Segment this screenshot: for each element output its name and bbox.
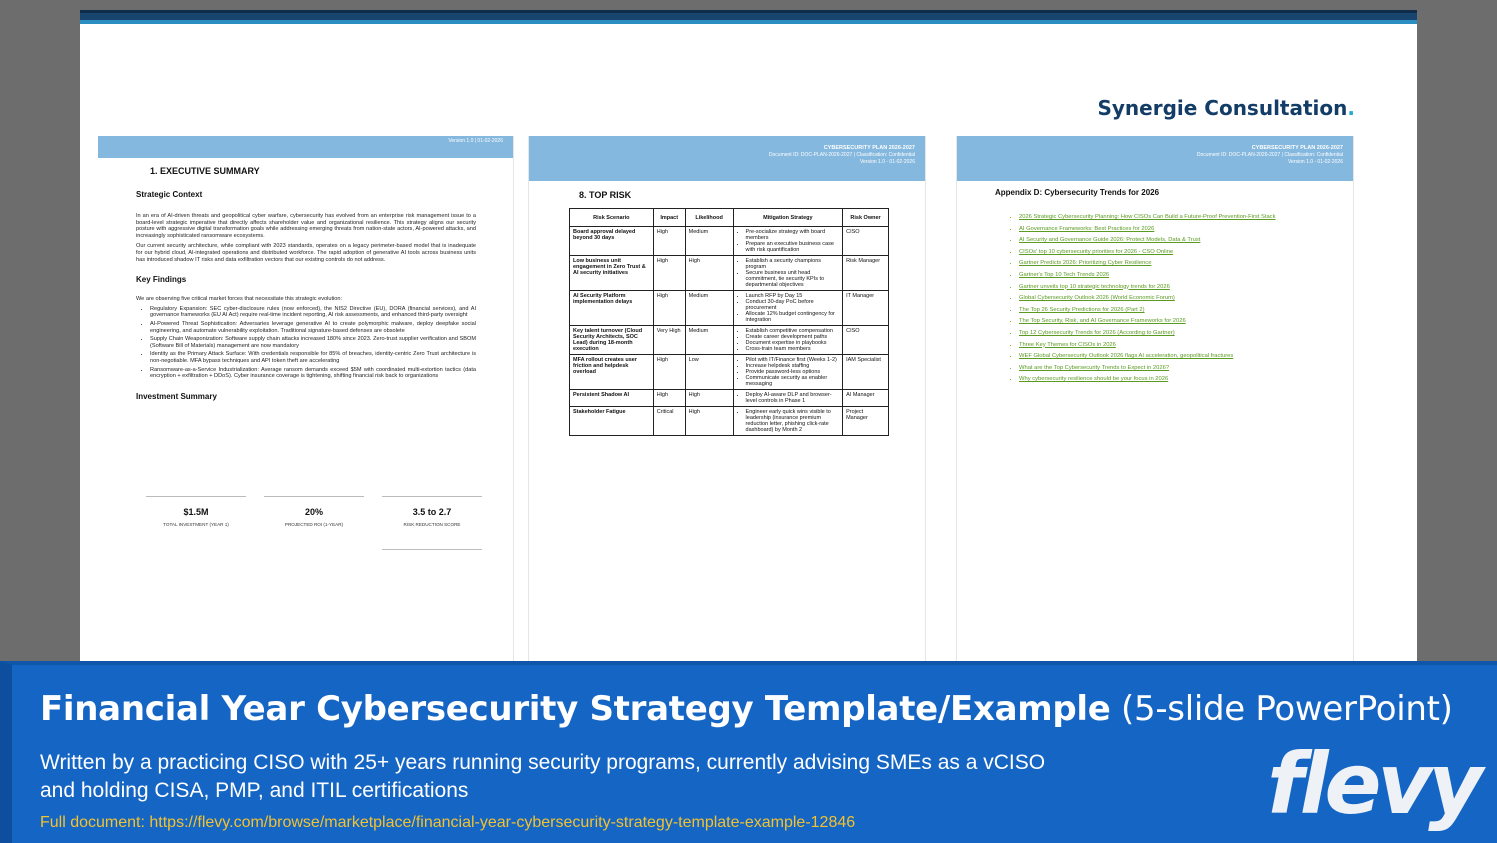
mitigation-item: • Deploy AI-aware DLP and browser-level controls in Phase 1 <box>746 392 840 404</box>
mitigation-item: • Allocate 12% budget contingency for integration <box>746 311 840 323</box>
reference-link[interactable]: • Gartner Predicts 2026: Prioritizing Cyber Resilience <box>1019 258 1275 270</box>
brand-logo <box>1097 96 1355 120</box>
risk-mitigation <box>733 390 843 407</box>
table-row <box>570 291 889 326</box>
reference-link[interactable]: • Why cybersecurity resilience should be your focus in 2026 <box>1019 374 1275 386</box>
page-header-title: CYBERSECURITY PLAN 2026-2027 <box>1251 145 1343 151</box>
column-header: Impact <box>653 209 685 227</box>
section-title: Appendix D: Cybersecurity Trends for 2026 <box>995 188 1160 197</box>
banner-title-main: Financial Year Cybersecurity Strategy Template/Example <box>40 689 1111 729</box>
risk-scenario: AI Security Platform implementation delays <box>570 291 654 326</box>
investment-value: 3.5 to 2.7 <box>412 507 452 517</box>
mitigation-item: • Establish a security champions program <box>746 258 840 270</box>
risk-likelihood: Medium <box>685 227 733 256</box>
list-item: • Identity as the Primary Attack Surface: With credentials responsible for 85% of breaches, identity-centric Zero Trust architecture is non-negotiable. MFA bypass techniques and API token theft are accelerating <box>150 351 476 364</box>
page-header-doc: Document ID: DOC-PLAN-2026-2027 | Classification: Confidential <box>768 152 915 158</box>
table-row <box>570 227 889 256</box>
section-title: 1. EXECUTIVE SUMMARY <box>150 166 260 176</box>
mitigation-item: • Secure business unit head commitment, tie security KPIs to departmental objectives <box>746 270 840 288</box>
investment-card <box>264 496 364 550</box>
risk-mitigation <box>733 227 843 256</box>
risk-impact: High <box>653 227 685 256</box>
table-row <box>570 407 889 436</box>
page-header-doc: Document ID: DOC-PLAN-2026-2027 | Classification: Confidential <box>1196 152 1343 158</box>
page-header <box>529 136 925 181</box>
subsection-title: Investment Summary <box>136 391 217 401</box>
mitigation-item: • Pilot with IT/Finance first (Weeks 1-2) <box>746 357 840 363</box>
risk-owner: Risk Manager <box>843 256 889 291</box>
reference-link[interactable]: • AI Governance Frameworks: Best Practices for 2026 <box>1019 224 1275 236</box>
risk-scenario: Board approval delayed beyond 30 days <box>570 227 654 256</box>
paragraph: Our current security architecture, while compliant with 2023 standards, operates on a legacy perimeter-based model that is inadequate for our hybrid cloud, AI-integrated operations and distributed workforce. The rapid adoption of generative AI tools across business units has introduced shadow IT risks and data exfiltration vectors that our existing controls do not address. <box>136 243 476 263</box>
table-header-row <box>570 209 889 227</box>
risk-scenario: Stakeholder Fatigue <box>570 407 654 436</box>
reference-link[interactable]: • Gartner's Top 10 Tech Trends 2026 <box>1019 270 1275 282</box>
list-item: • Regulatory Expansion: SEC cyber-disclosure rules (now enforced), the NIS2 Directive (EU), DORA (financial services), and AI governance frameworks (EU AI Act) require real-time incident reporting, AI risk assessments, and enhanced third-party oversight <box>150 306 476 319</box>
risk-likelihood: Medium <box>685 291 733 326</box>
risk-mitigation <box>733 291 843 326</box>
risk-owner: Project Manager <box>843 407 889 436</box>
column-header: Likelihood <box>685 209 733 227</box>
reference-link[interactable]: • CISOs' top 10 cybersecurity priorities for 2026 - CSO Online <box>1019 247 1275 259</box>
reference-link[interactable]: • The Top Security, Risk, and AI Governance Frameworks for 2026 <box>1019 316 1275 328</box>
paragraph: We are observing five critical market forces that necessitate this strategic evolution: <box>136 296 343 303</box>
page-header-version: Version 1.0 | 01-02-2026 <box>448 138 503 144</box>
mitigation-item: • Document expertise in playbooks <box>746 340 840 346</box>
mitigation-item: • Cross-train team members <box>746 346 840 352</box>
page-header-version: Version 1.0 - 01-02-2026 <box>859 159 915 165</box>
risk-owner: IT Manager <box>843 291 889 326</box>
reference-link[interactable]: • Global Cybersecurity Outlook 2026 (World Economic Forum) <box>1019 293 1275 305</box>
list-item: • Ransomware-as-a-Service Industrialization: Average ransom demands exceed $5M with coordinated multi-extortion tactics (data encryption + exfiltration + DDoS). Cyber insurance coverage is tightening, shifting financial risk back to organizations <box>150 367 476 380</box>
risk-likelihood: High <box>685 407 733 436</box>
risk-scenario: Key talent turnover (Cloud Security Architects, SOC Lead) during 18-month execution <box>570 326 654 355</box>
list-item: • AI-Powered Threat Sophistication: Adversaries leverage generative AI to create polymorphic malware, deploy deepfake social engineering, and automate vulnerability exploitation. Traditional signature-based defenses are obsolete <box>150 321 476 334</box>
slide-top-bar <box>80 10 1417 20</box>
risk-scenario: Persistent Shadow AI <box>570 390 654 407</box>
subsection-title: Strategic Context <box>136 190 203 199</box>
slide-preview <box>80 10 1417 670</box>
brand-name: Synergie Consultation <box>1097 96 1348 120</box>
mitigation-item: • Communicate security as enabler messaging <box>746 375 840 387</box>
column-header: Risk Owner <box>843 209 889 227</box>
list-item: • Supply Chain Weaponization: Software supply chain attacks increased 180% since 2023. Zero-trust supplier verification and SBOM (Software Bill of Materials) management are now mandatory <box>150 336 476 349</box>
product-banner <box>0 661 1497 843</box>
risk-mitigation <box>733 256 843 291</box>
risk-owner: CISO <box>843 227 889 256</box>
risk-likelihood: High <box>685 390 733 407</box>
investment-value: $1.5M <box>183 507 209 517</box>
document-page-top-risk <box>528 136 926 670</box>
risk-owner: IAM Specialist <box>843 355 889 390</box>
risk-impact: High <box>653 390 685 407</box>
reference-link[interactable]: • Top 12 Cybersecurity Trends for 2026 (According to Gartner) <box>1019 328 1275 340</box>
mitigation-item: • Pre-socialize strategy with board members <box>746 229 840 241</box>
risk-impact: High <box>653 291 685 326</box>
reference-link[interactable]: • What are the Top Cybersecurity Trends to Expect in 2026? <box>1019 363 1275 375</box>
investment-label: PROJECTED ROI (1-YEAR) <box>284 522 344 527</box>
risk-mitigation <box>733 326 843 355</box>
table-row <box>570 326 889 355</box>
risk-table <box>569 208 889 436</box>
banner-title-suffix: (5-slide PowerPoint) <box>1110 689 1453 729</box>
mitigation-item: • Create career development paths <box>746 334 840 340</box>
document-page-executive-summary <box>98 136 514 670</box>
reference-links-list <box>1007 212 1275 386</box>
table-row <box>570 390 889 407</box>
risk-mitigation <box>733 355 843 390</box>
mitigation-item: • Engineer early quick wins visible to leadership (insurance premium reduction letter, phishing click-rate dashboard) by Month 2 <box>746 409 840 433</box>
investment-label: RISK REDUCTION SCORE <box>403 522 461 527</box>
mitigation-item: • Provide password-less options <box>746 369 840 375</box>
reference-link[interactable]: • Gartner unveils top 10 strategic technology trends for 2026 <box>1019 282 1275 294</box>
table-row <box>570 256 889 291</box>
document-link[interactable]: Full document: https://flevy.com/browse/marketplace/financial-year-cybersecurity-strategy-template-example-12846 <box>40 814 856 831</box>
risk-scenario: MFA rollout creates user friction and helpdesk overload <box>570 355 654 390</box>
key-findings-list <box>136 306 476 380</box>
risk-impact: Critical <box>653 407 685 436</box>
table-row <box>570 355 889 390</box>
investment-card <box>146 496 246 550</box>
risk-owner: AI Manager <box>843 390 889 407</box>
column-header: Risk Scenario <box>570 209 654 227</box>
risk-impact: Very High <box>653 326 685 355</box>
mitigation-item: • Prepare an executive business case with risk quantification <box>746 241 840 253</box>
mitigation-item: • Increase helpdesk staffing <box>746 363 840 369</box>
brand-dot: . <box>1347 96 1355 120</box>
banner-subtitle: Written by a practicing CISO with 25+ years running security programs, currently advising SMEs as a vCISO and holding CISA, PMP, and ITIL certifications <box>40 751 1046 802</box>
paragraph: In an era of AI-driven threats and geopolitical cyber warfare, cybersecurity has evolved from an enterprise risk management issue to a board-level strategic imperative that directly affects shareholder value and organizational resilience. This strategy aligns our security posture with aggressive digital transformation goals while addressing emerging threats from nation-state actors, AI-powered attacks, and increasingly sophisticated ransomware ecosystems. <box>136 213 476 239</box>
risk-likelihood: Medium <box>685 326 733 355</box>
document-page-appendix <box>956 136 1354 670</box>
section-title: 8. TOP RISK <box>579 190 632 200</box>
column-header: Mitigation Strategy <box>733 209 843 227</box>
reference-link[interactable]: • 2026 Strategic Cybersecurity Planning: How CISOs Can Build a Future-Proof Prevention-First Stack <box>1019 212 1275 224</box>
risk-mitigation <box>733 407 843 436</box>
reference-link[interactable]: • WEF Global Cybersecurity Outlook 2026 flags AI acceleration, geopolitical fractures <box>1019 351 1275 363</box>
mitigation-item: • Conduct 30-day PoC before procurement <box>746 299 840 311</box>
investment-value: 20% <box>304 507 323 517</box>
mitigation-item: • Establish competitive compensation <box>746 328 840 334</box>
page-header-version: Version 1.0 - 01-02-2026 <box>1287 159 1343 165</box>
risk-likelihood: Low <box>685 355 733 390</box>
reference-link[interactable]: • AI Security and Governance Guide 2026: Protect Models, Data & Trust <box>1019 235 1275 247</box>
slide-accent-bar <box>80 20 1417 24</box>
page-header <box>98 136 513 158</box>
risk-impact: High <box>653 256 685 291</box>
flevy-logo: flevy <box>1267 735 1479 833</box>
investment-label: TOTAL INVESTMENT (YEAR 1) <box>163 522 229 527</box>
page-header <box>957 136 1353 181</box>
banner-title <box>40 689 1453 729</box>
subsection-title: Key Findings <box>136 275 187 285</box>
risk-owner: CISO <box>843 326 889 355</box>
mitigation-item: • Launch RFP by Day 15 <box>746 293 840 299</box>
page-header-title: CYBERSECURITY PLAN 2026-2027 <box>823 145 915 151</box>
investment-summary <box>146 496 482 550</box>
reference-link[interactable]: • Three Key Themes for CISOs in 2026 <box>1019 340 1275 352</box>
investment-card <box>382 496 482 550</box>
risk-impact: High <box>653 355 685 390</box>
reference-link[interactable]: • The Top 26 Security Predictions for 2026 (Part 2) <box>1019 305 1275 317</box>
risk-scenario: Low business unit engagement in Zero Trust & AI security initiatives <box>570 256 654 291</box>
risk-likelihood: High <box>685 256 733 291</box>
